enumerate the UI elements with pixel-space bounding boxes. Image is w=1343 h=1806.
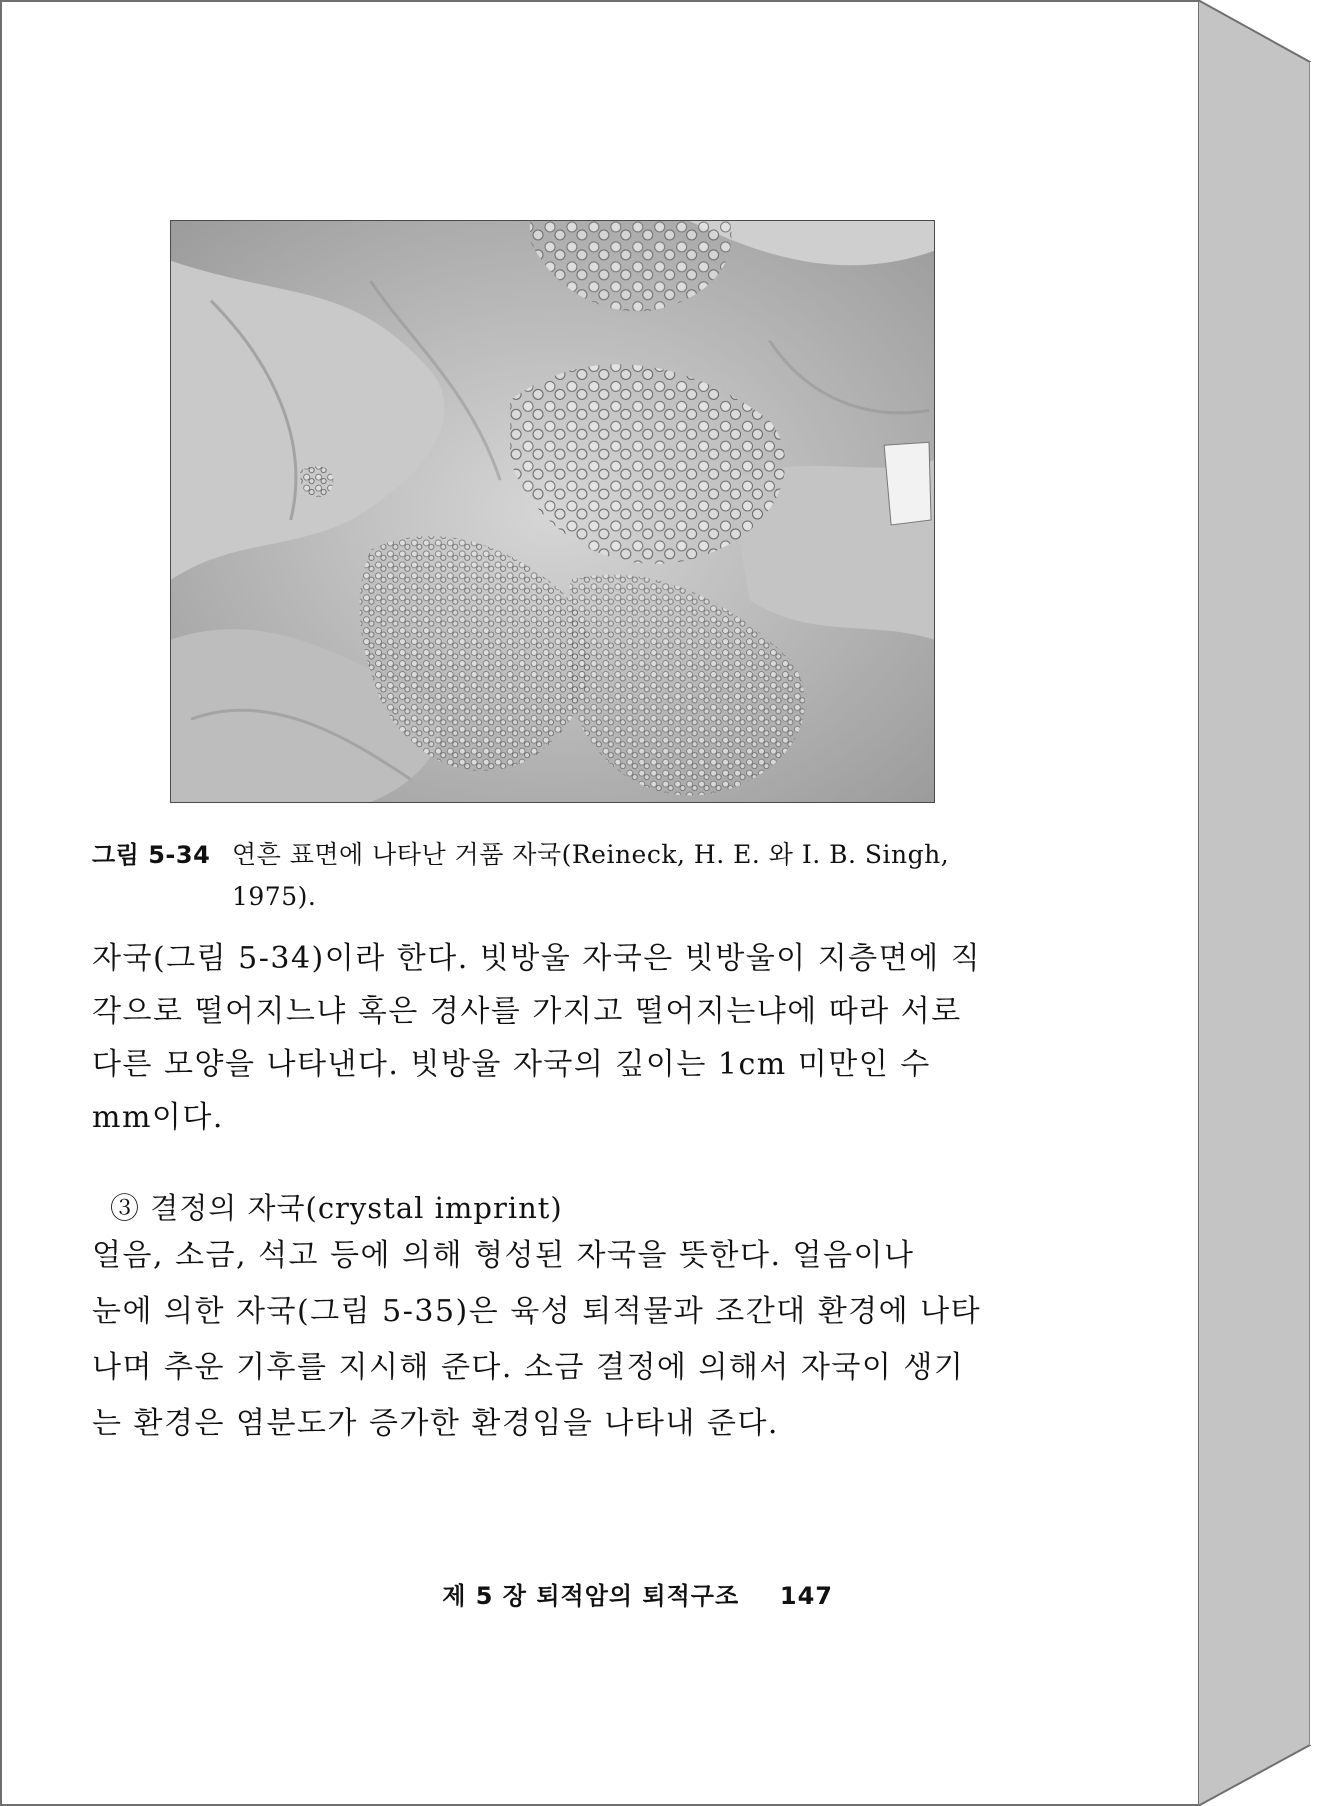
- figure-caption-line-2: 1975).: [232, 882, 317, 911]
- footer-chapter-title: 제 5 장 퇴적암의 퇴적구조: [442, 1582, 740, 1610]
- section-heading-crystal-imprint: ③ 결정의 자국(crystal imprint): [110, 1191, 563, 1225]
- paragraph-line: 자국(그림 5-34)이라 한다. 빗방울 자국은 빗방울이 지층면에 직: [92, 941, 982, 976]
- paragraph-line: 다른 모양을 나타낸다. 빗방울 자국의 깊이는 1cm 미만인 수: [92, 1047, 931, 1082]
- book-page-stack-edge: [1198, 0, 1343, 1806]
- paragraph-line: mm이다.: [92, 1100, 224, 1135]
- figure-caption-line-1: 연흔 표면에 나타난 거품 자국(Reineck, H. E. 와 I. B. Singh,: [232, 840, 950, 869]
- paragraph-line: 각으로 떨어지느냐 혹은 경사를 가지고 떨어지는냐에 따라 서로: [92, 994, 962, 1029]
- figure-photo-bubble-imprints: [170, 220, 935, 803]
- running-footer: [442, 1576, 833, 1611]
- figure-label: 그림 5-34: [92, 841, 211, 869]
- paragraph-line: 나며 추운 기후를 지시해 준다. 소금 결정에 의해서 자국이 생기: [92, 1350, 965, 1385]
- paragraph-crystal-imprints: [92, 1228, 1012, 1452]
- figure-photo-image: [171, 221, 934, 802]
- page-number: 147: [779, 1582, 833, 1610]
- paragraph-line: 눈에 의한 자국(그림 5-35)은 육성 퇴적물과 조간대 환경에 나타: [92, 1294, 982, 1329]
- paragraph-rain-imprints: [92, 932, 1012, 1144]
- paragraph-line: 얼음, 소금, 석고 등에 의해 형성된 자국을 뜻한다. 얼음이나: [92, 1238, 915, 1273]
- paragraph-line: 는 환경은 염분도가 증가한 환경임을 나타내 준다.: [92, 1406, 779, 1441]
